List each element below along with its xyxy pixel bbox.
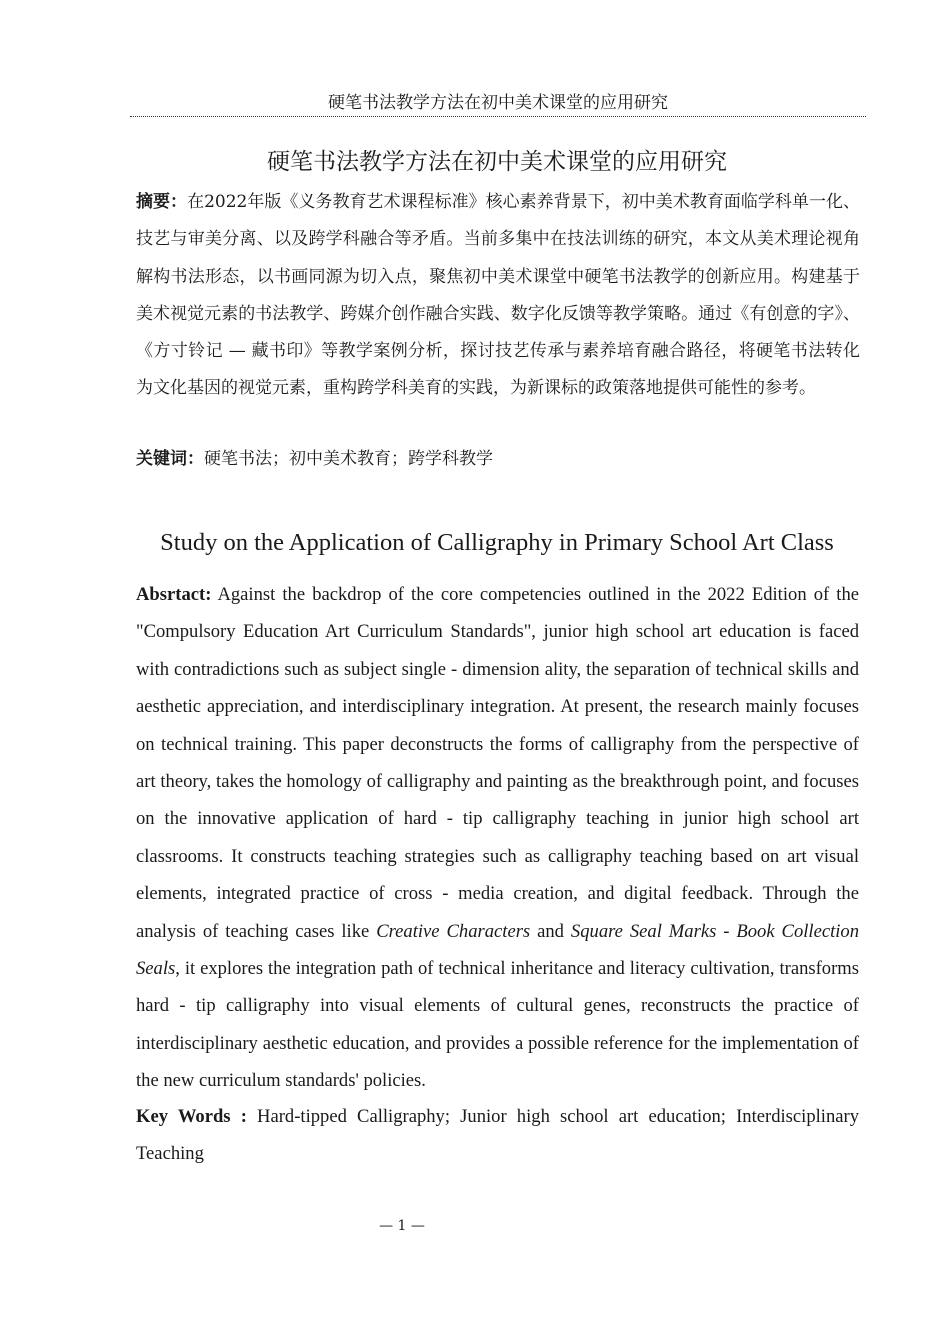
english-abstract-text-1: Against the backdrop of the core competencies outlined in the 2022 Edition of the "Compulsory Education Art Curriculum Standards", junior high school art education is faced with contradictions such as subject single - dimension ality, the separation of technical skills and aesthetic appreciation, and interdisciplinary integration. At present, the research mainly focuses on technical training. This paper deconstructs the forms of calligraphy from the perspective of art theory, takes the homology of calligraphy and painting as the breakthrough point, and focuses on the innovative application of hard - tip calligraphy teaching in junior high school art classrooms. It constructs teaching strategies such as calligraphy teaching based on art visual elements, integrated practice of cross - media creation, and digital feedback. Through the analysis of teaching cases like bbox=[136, 584, 859, 942]
english-title: Study on the Application of Calligraphy in Primary School Art Class bbox=[160, 529, 834, 556]
chinese-keywords-label: 关键词： bbox=[136, 449, 204, 469]
chinese-keywords bbox=[136, 444, 858, 474]
header-divider bbox=[130, 116, 866, 117]
english-abstract-text-2: and bbox=[530, 920, 571, 942]
english-keywords bbox=[136, 1098, 859, 1173]
english-keywords-label: Key Words : bbox=[136, 1106, 247, 1127]
english-abstract-case-1: Creative Characters bbox=[376, 920, 531, 942]
chinese-keywords-text: 硬笔书法；初中美术教育；跨学科教学 bbox=[204, 449, 493, 469]
english-abstract bbox=[136, 576, 859, 1100]
chinese-abstract-text: 在2022年版《义务教育艺术课程标准》核心素养背景下，初中美术教育面临学科单一化、技艺与审美分离、以及跨学科融合等矛盾。当前多集中在技法训练的研究，本文从美术理论视角解构书法形态，以书画同源为切入点，聚焦初中美术课堂中硬笔书法教学的创新应用。构建基于美术视觉元素的书法教学、跨媒介创作融合实践、数字化反馈等教学策略。通过《有创意的字》、《方寸铃记 — 藏书印》等教学案例分析，探讨技艺传承与素养培育融合路径，将硬笔书法转化为文化基因的视觉元素，重构跨学科美育的实践，为新课标的政策落地提供可能性的参考。 bbox=[136, 192, 861, 399]
english-abstract-case-2: Square Seal Marks - Book Collection Seals bbox=[136, 920, 860, 980]
english-abstract-label: Absrtact: bbox=[136, 584, 212, 605]
english-abstract-text-3: , it explores the integration path of technical inheritance and literacy cultivation, transforms hard - tip calligraphy into visual elements of cultural genes, reconstructs the practice of interdisciplinary aesthetic education, and provides a possible reference for the implementation of the new curriculum standards' policies. bbox=[136, 958, 859, 1092]
chinese-abstract bbox=[136, 184, 860, 408]
chinese-title: 硬笔书法教学方法在初中美术课堂的应用研究 bbox=[267, 149, 727, 175]
english-keywords-text: Hard-tipped Calligraphy; Junior high school art education; Interdisciplinary Teaching bbox=[136, 1106, 860, 1165]
page-number: — 1 — bbox=[379, 1218, 425, 1234]
running-header: 硬笔书法教学方法在初中美术课堂的应用研究 bbox=[328, 93, 668, 113]
chinese-abstract-label: 摘要： bbox=[136, 192, 188, 212]
